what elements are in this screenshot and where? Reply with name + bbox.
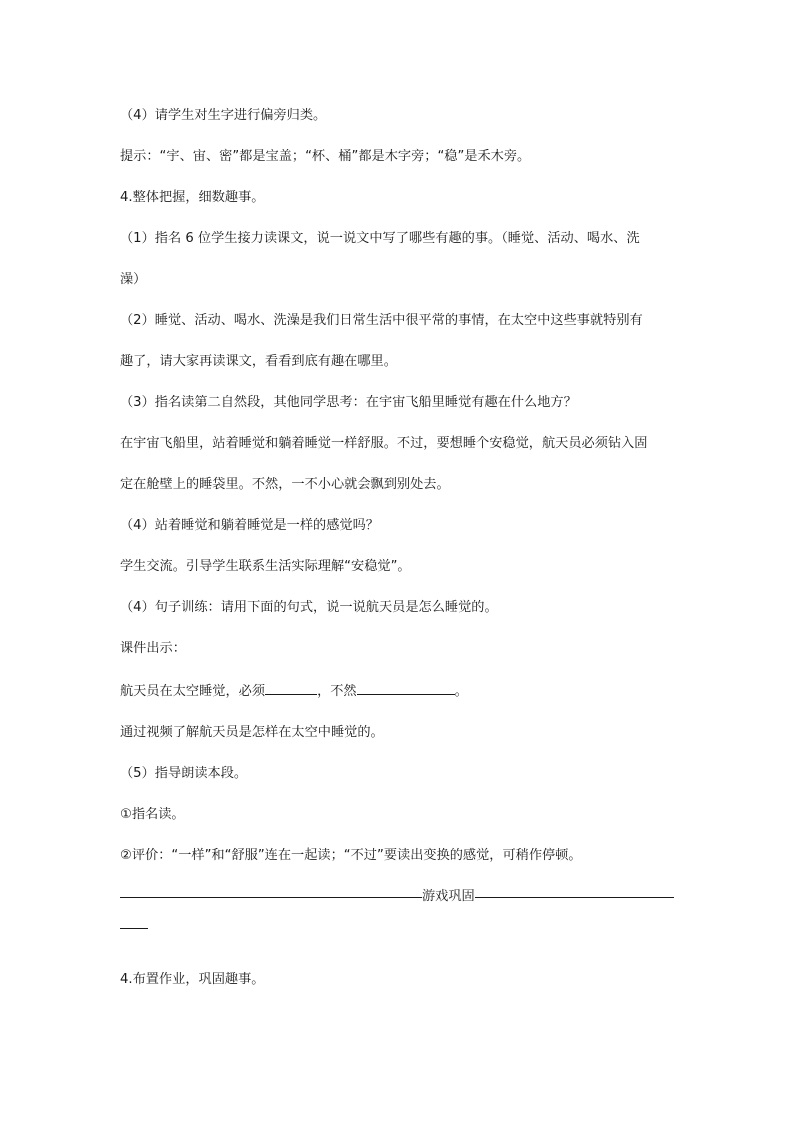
game-review-divider bbox=[120, 887, 674, 907]
question-same-feeling: （4）站着睡觉和躺着睡觉是一样的感觉吗？ bbox=[120, 518, 379, 533]
spaceship-sleeping-line-1: 在宇宙飞船里，站着睡觉和躺着睡觉一样舒服。不过，要想睡个安稳觉，航天员必须钻入固 bbox=[120, 436, 648, 451]
sentence-pattern-start: 航天员在太空睡觉，必须 bbox=[120, 684, 266, 699]
sentence-pattern bbox=[120, 680, 674, 702]
daily-things-line-2: 趣了，请大家再读课文，看看到底有趣在哪里。 bbox=[120, 354, 397, 369]
guided-reading: （5）指导朗读本段。 bbox=[120, 766, 248, 781]
courseware-display: 课件出示： bbox=[120, 641, 186, 656]
fill-blank-2 bbox=[357, 680, 455, 695]
relay-reading-line-1: （1）指名 6 位学生接力读课文，说一说文中写了哪些有趣的事。（睡觉、活动、喝水、洗 bbox=[120, 231, 640, 246]
daily-things-line-1: （2）睡觉、活动、喝水、洗澡是我们日常生活中很平常的事情，在太空中这些事就特别有 bbox=[120, 313, 643, 328]
divider-rule-tail bbox=[120, 928, 148, 929]
relay-reading-line-2: 澡） bbox=[120, 272, 147, 287]
sentence-pattern-end: 。 bbox=[454, 684, 468, 699]
step-4-radical-sorting: （4）请学生对生字进行偏旁归类。 bbox=[120, 108, 327, 123]
section-heading-overall-grasp: 4.整体把握，细数趣事。 bbox=[120, 190, 265, 205]
reading-evaluation: ②评价：“一样”和“舒服”连在一起读；“不过”要读出变换的感觉，可稍作停顿。 bbox=[120, 848, 582, 863]
spaceship-sleeping-line-2: 定在舱壁上的睡袋里。不然，一不小心就会飘到别处去。 bbox=[120, 477, 450, 492]
divider-label: 游戏巩固 bbox=[422, 889, 475, 904]
paragraph-relay-reading bbox=[120, 229, 674, 290]
sentence-pattern-mid: ，不然 bbox=[317, 684, 357, 699]
question-second-paragraph: （3）指名读第二自然段，其他同学思考：在宇宙飞船里睡觉有趣在什么地方？ bbox=[120, 395, 577, 410]
radical-hint: 提示：“宇、宙、密”都是宝盖；“杯、桶”都是木字旁；“稳”是禾木旁。 bbox=[120, 149, 531, 164]
paragraph-daily-things bbox=[120, 311, 674, 372]
fill-blank-1 bbox=[265, 680, 317, 695]
read-by-name: ①指名读。 bbox=[120, 807, 185, 822]
sentence-training: （4）句子训练：请用下面的句式，说一说航天员是怎么睡觉的。 bbox=[120, 600, 498, 615]
paragraph-spaceship-sleeping bbox=[120, 434, 674, 495]
student-discussion: 学生交流。引导学生联系生活实际理解“安稳觉”。 bbox=[120, 559, 411, 574]
divider-rule-right bbox=[475, 897, 674, 898]
video-learning: 通过视频了解航天员是怎样在太空中睡觉的。 bbox=[120, 725, 384, 740]
divider-rule-left bbox=[120, 897, 422, 898]
section-heading-homework: 4.布置作业，巩固趣事。 bbox=[120, 972, 265, 987]
